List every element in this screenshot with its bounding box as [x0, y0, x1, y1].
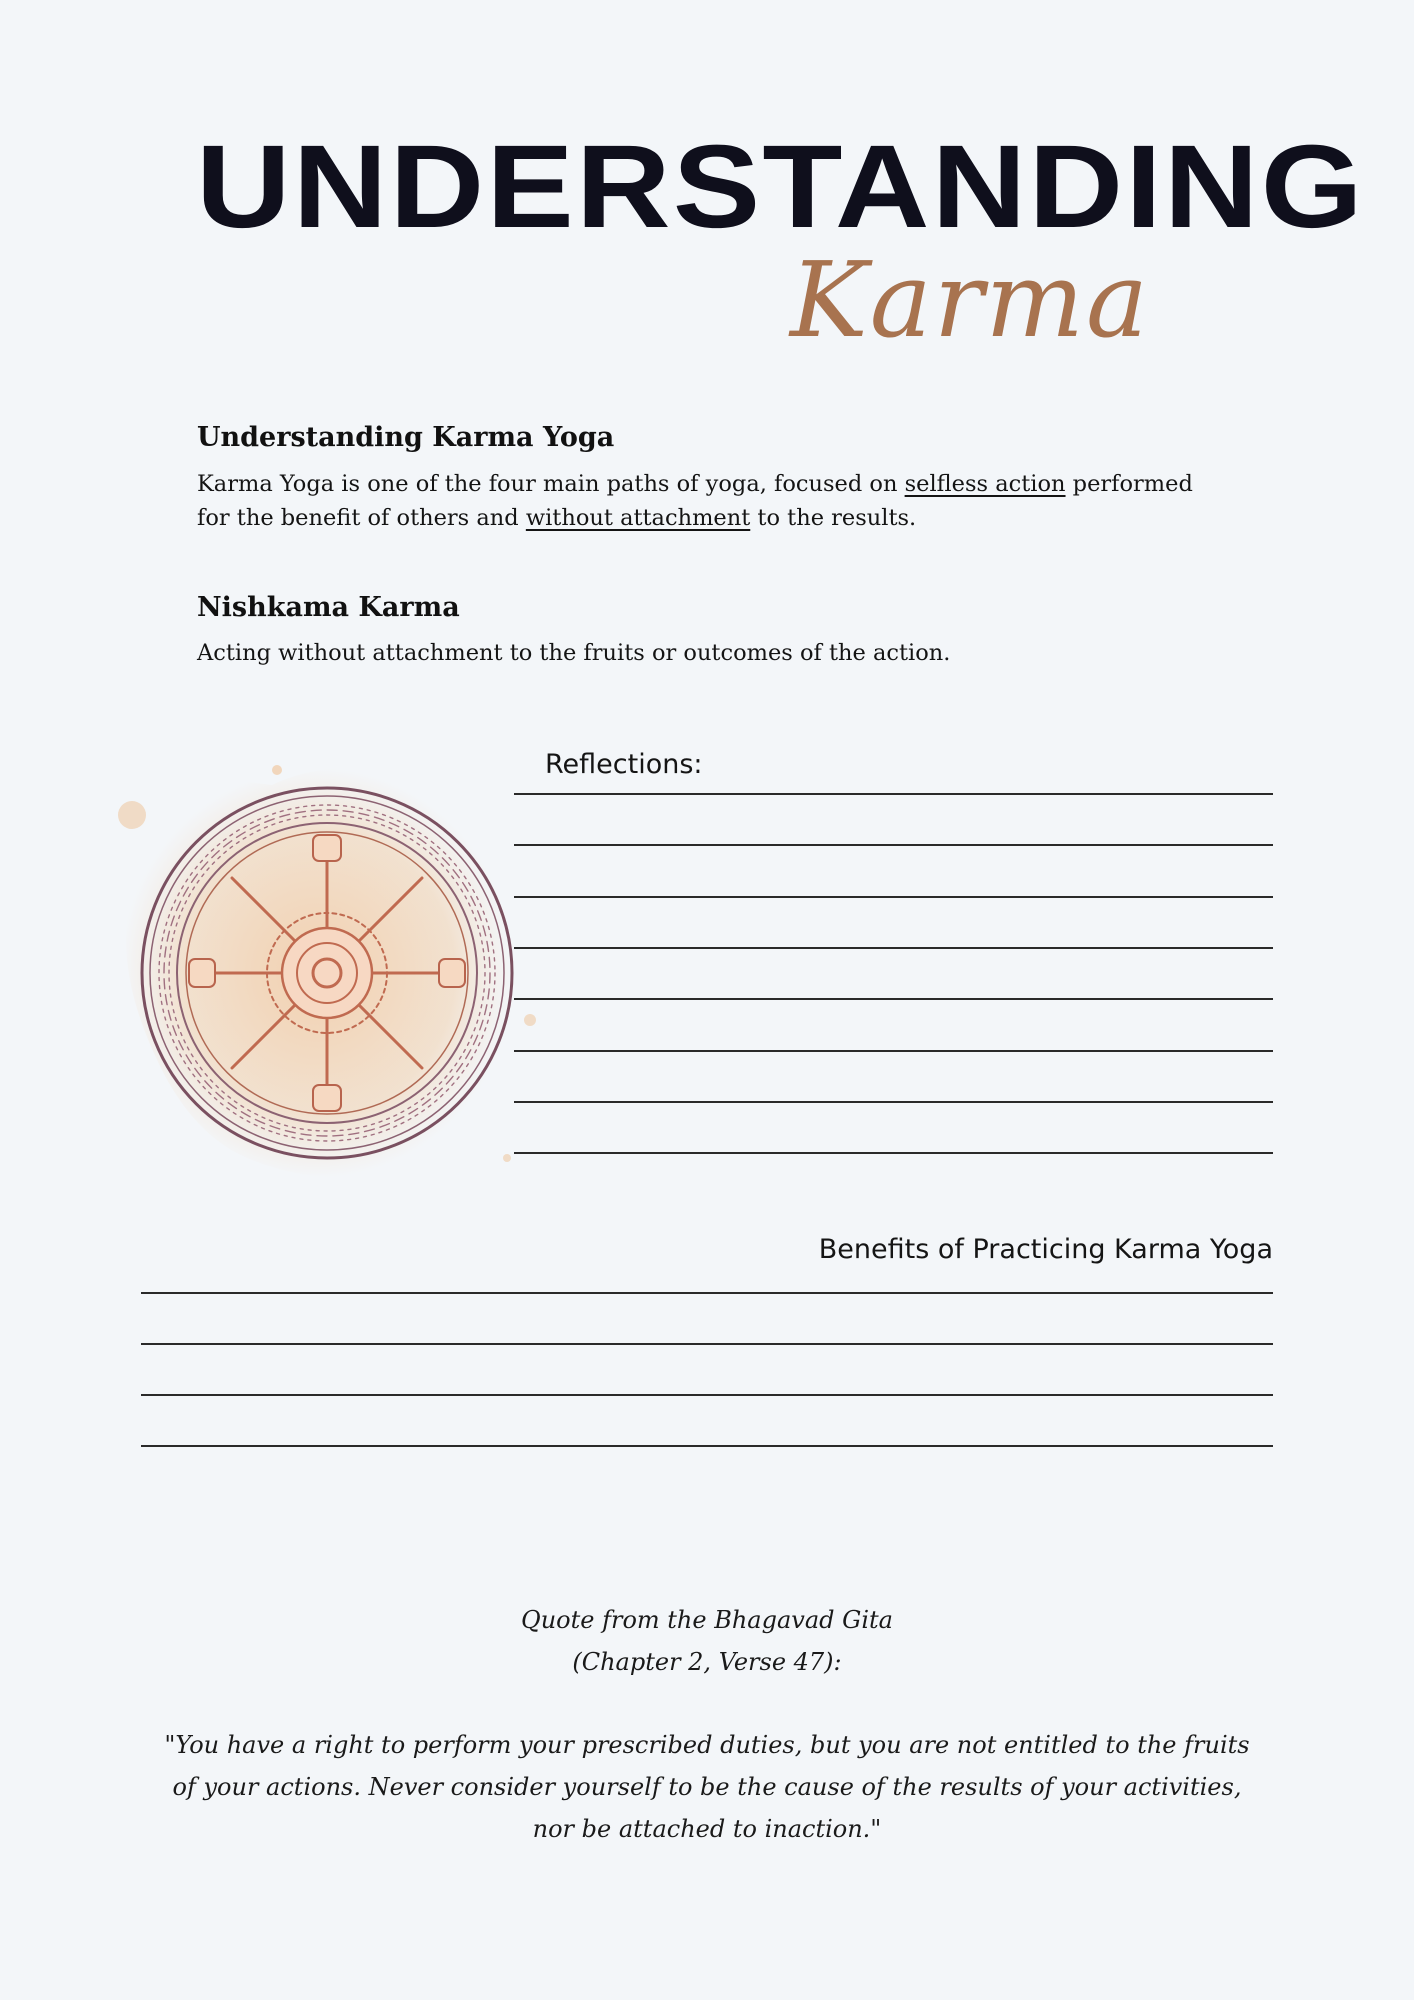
- benefits-label: Benefits of Practicing Karma Yoga: [818, 1234, 1273, 1265]
- writing-line[interactable]: [514, 1101, 1273, 1103]
- reflections-label: Reflections:: [545, 749, 703, 780]
- quote-source: [0, 1599, 1414, 1683]
- writing-line[interactable]: [514, 998, 1273, 1000]
- dharma-wheel-illustration: [112, 760, 542, 1185]
- writing-line[interactable]: [141, 1394, 1273, 1396]
- writing-line[interactable]: [514, 1050, 1273, 1052]
- underlined-phrase-selfless-action: selfless action: [904, 471, 1066, 497]
- quote-source-line-1: Quote from the Bhagavad Gita: [521, 1606, 893, 1634]
- writing-line[interactable]: [514, 896, 1273, 898]
- quote-source-line-2: (Chapter 2, Verse 47):: [572, 1648, 842, 1676]
- quote-text: "You have a right to perform your prescribed duties, but you are not entitled to the fruits of your actions. Never consider yourself to be the cause of the results of your activities, nor be attached to inaction.": [164, 1731, 1250, 1843]
- section-text-nishkama-karma: Acting without attachment to the fruits or outcomes of the action.: [197, 640, 951, 666]
- writing-line[interactable]: [514, 793, 1273, 795]
- writing-line[interactable]: [141, 1343, 1273, 1345]
- writing-line[interactable]: [514, 1152, 1273, 1154]
- writing-line[interactable]: [141, 1292, 1273, 1294]
- section-heading-karma-yoga: Understanding Karma Yoga: [197, 422, 615, 453]
- writing-line[interactable]: [141, 1445, 1273, 1447]
- writing-line[interactable]: [514, 844, 1273, 846]
- section-heading-nishkama-karma: Nishkama Karma: [197, 592, 460, 623]
- underlined-phrase-without-attachment: without attachment: [525, 505, 751, 531]
- page-subtitle: Karma: [790, 239, 1151, 361]
- page-title: UNDERSTANDING: [196, 121, 1365, 253]
- section-text-karma-yoga: Karma Yoga is one of the four main paths of yoga, focused on selfless action performed for the benefit of others and without attachment to the results.: [197, 471, 1193, 531]
- writing-line[interactable]: [514, 947, 1273, 949]
